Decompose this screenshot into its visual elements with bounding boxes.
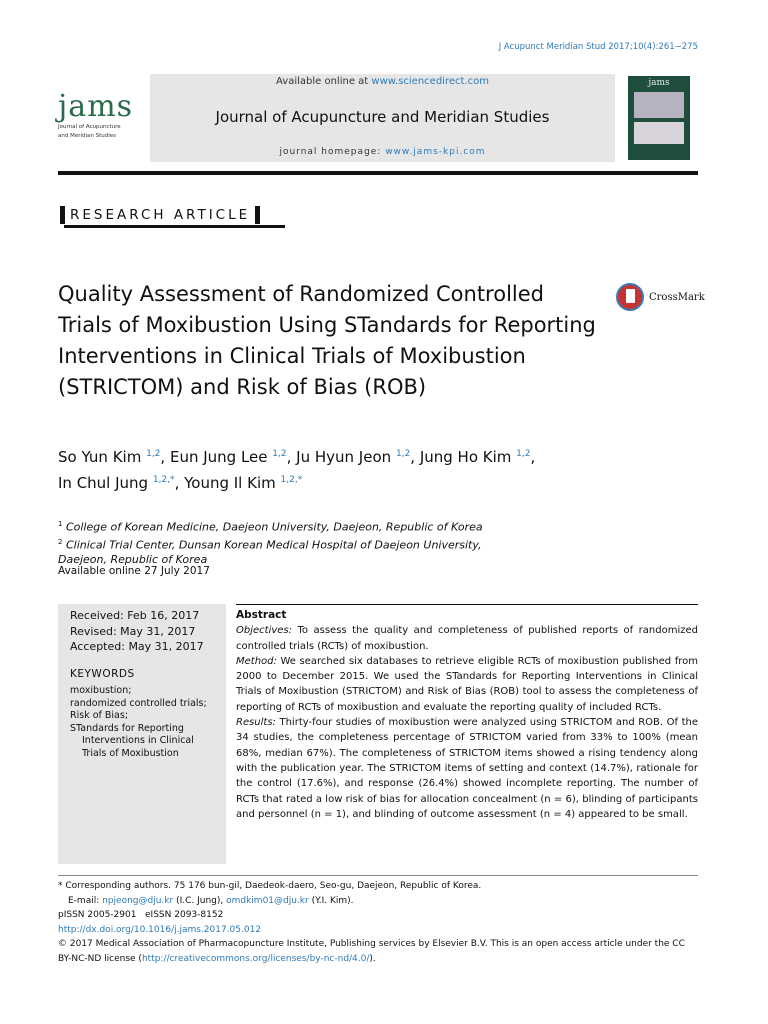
author-affiliation-link[interactable]: 1,2: [516, 449, 531, 459]
journal-cover-thumbnail[interactable]: [628, 76, 690, 160]
author-separator: ,: [160, 448, 170, 466]
cover-image-block: [634, 122, 684, 144]
crossmark-label: CrossMark: [649, 292, 705, 303]
accepted-date: Accepted: May 31, 2017: [70, 640, 204, 653]
author-list: [58, 443, 698, 495]
homepage-prefix: journal homepage:: [279, 147, 386, 157]
abstract-results: [236, 715, 698, 822]
keyword-item: moxibustion;: [70, 685, 132, 696]
journal-citation[interactable]: J Acupunct Meridian Stud 2017;10(4):261−275: [498, 42, 698, 52]
journal-title: Journal of Acupuncture and Meridian Studies: [215, 108, 550, 126]
method-text: We searched six databases to retrieve eligible RCTs of moxibustion published from 2000 to December 2015. We used the STandards for Reporting Interventions in Clinical Trials of Moxibustion (STRICTOM) and Risk of Bias (ROB) tool to assess the completeness of reporting of RCTs of moxibustion and evaluate the reporting quality of included RCTs.: [236, 655, 698, 713]
objectives-label: Objectives:: [236, 625, 292, 637]
affiliation-item: [58, 517, 698, 535]
article-type-label: RESEARCH ARTICLE: [60, 206, 260, 224]
crossmark-button[interactable]: [616, 283, 706, 313]
author-name: So Yun Kim: [58, 448, 142, 466]
homepage-link[interactable]: www.jams-kpi.com: [385, 147, 486, 157]
crossmark-icon: [616, 283, 644, 311]
objectives-text: To assess the quality and completeness of published reports of randomized controlled trials (RCTs) of moxibustion.: [236, 625, 698, 652]
author-name: Eun Jung Lee: [169, 448, 268, 466]
author-affiliation-link[interactable]: 1,2: [395, 449, 411, 459]
keyword-item: Risk of Bias;: [70, 710, 129, 722]
abstract-rule: [236, 604, 698, 605]
email-owner: (I.C. Jung),: [173, 895, 227, 906]
journal-banner: [150, 74, 615, 162]
author-name: Ju Hyun Jeon: [296, 448, 392, 466]
sciencedirect-link[interactable]: www.sciencedirect.com: [371, 76, 489, 87]
cover-image-block: [634, 92, 684, 118]
results-text: Thirty-four studies of moxibustion were analyzed using STRICTOM and ROB. Of the 34 studies, the completeness percentage of STRICTOM varied from 33% to 100% (mean 68%, median 67%). The completeness of STRICTOM items showed a rising tendency along with the publication year. The STRICTOM items of setting and context (14.7%), rationale for the control (17.6%), and response (26.4%) showed incomplete reporting. The number of RCTs that rated a low risk of bias for allocation concealment (n = 6), blinding of participants and personnel (n = 1), and blinding of outcome assessment (n = 4) appeared to be small.: [236, 717, 698, 820]
affiliation-text: Clinical Trial Center, Dunsan Korean Medical Hospital of Daejeon University,: [65, 538, 482, 552]
affiliation-number: 1: [58, 520, 63, 528]
logo-subtitle-1: Journal of Acupuncture: [58, 124, 121, 130]
email-owner: (Y.I. Kim).: [308, 895, 354, 906]
article-dates: [70, 608, 204, 655]
keyword-item: STandards for Reporting Interventions in Clinical Trials of Moxibustion: [70, 722, 194, 759]
affiliation-text: Daejeon, Republic of Korea: [58, 553, 208, 567]
email-line: [58, 894, 698, 909]
abstract: [236, 608, 698, 822]
article-type-underline: [64, 225, 285, 228]
author-name: Jung Ho Kim: [419, 448, 512, 466]
author-affiliation-link[interactable]: 1,2: [272, 449, 287, 459]
doi-line: [58, 923, 698, 938]
affiliation-item: [58, 535, 698, 553]
author-separator: ,: [530, 448, 536, 466]
copyright-text: © 2017 Medical Association of Pharmacopuncture Institute, Publishing services by Elsevier B.V. This is an open access article under the CC BY-NC-ND license (: [58, 939, 685, 964]
available-online-date: Available online 27 July 2017: [58, 565, 210, 577]
results-label: Results:: [236, 717, 276, 729]
email-prefix: E-mail:: [68, 895, 103, 906]
affiliations: [58, 517, 698, 567]
logo-subtitle-2: and Meridian Studies: [58, 132, 117, 139]
abstract-method: [236, 654, 698, 715]
affiliation-text: College of Korean Medicine, Daejeon University, Daejeon, Republic of Korea: [65, 520, 483, 534]
keywords-heading: KEYWORDS: [70, 668, 135, 680]
author-affiliation-link[interactable]: 1,2,*: [152, 475, 175, 485]
article-info-sidebar: [58, 604, 226, 864]
cover-title: jams: [648, 78, 670, 88]
copyright-end: ).: [369, 953, 376, 964]
author-affiliation-link[interactable]: 1,2,*: [280, 475, 303, 485]
article-title: Quality Assessment of Randomized Controlled Trials of Moxibustion Using STandards for Reporting Interventions in Clinical Trials of Moxibustion (STRICTOM) and Risk of Bias (ROB): [58, 282, 596, 399]
available-online-line: [150, 76, 615, 87]
abstract-heading: Abstract: [236, 609, 287, 621]
author-separator: ,: [174, 474, 185, 492]
logo-mark: jams: [58, 89, 134, 124]
corresponding-author-note: * Corresponding authors. 75 176 bun-gil, Daedeok-daero, Seo-gu, Daejeon, Republic of Korea.: [58, 881, 482, 891]
method-label: Method:: [236, 655, 277, 667]
issn-line: pISSN 2005-2901 eISSN 2093-8152: [58, 910, 224, 920]
abstract-objectives: [236, 623, 698, 654]
journal-homepage-line: [150, 147, 615, 157]
author-affiliation-link[interactable]: 1,2: [146, 449, 161, 459]
author-separator: ,: [286, 448, 297, 466]
footnotes: [58, 879, 698, 966]
author-name: In Chul Jung: [58, 474, 149, 492]
author-separator: ,: [410, 448, 420, 466]
available-prefix: Available online at: [276, 76, 372, 87]
revised-date: Revised: May 31, 2017: [70, 624, 196, 638]
jams-logo[interactable]: [58, 89, 148, 152]
header-rule: [58, 171, 698, 175]
affiliation-number: 2: [58, 537, 63, 546]
email-link[interactable]: npjeong@dju.kr: [102, 895, 174, 906]
keyword-item: randomized controlled trials;: [70, 697, 207, 709]
author-name: Young Il Kim: [184, 474, 276, 492]
doi-link[interactable]: http://dx.doi.org/10.1016/j.jams.2017.05.012: [58, 924, 262, 935]
received-date: Received: Feb 16, 2017: [70, 609, 200, 622]
email-link[interactable]: omdkim01@dju.kr: [226, 895, 309, 906]
journal-header: [58, 74, 698, 174]
keyword-list: [70, 685, 220, 761]
copyright-line: [58, 937, 698, 966]
license-link[interactable]: http://creativecommons.org/licenses/by-nc-nd/4.0/: [141, 953, 370, 964]
footnote-rule: [58, 875, 698, 876]
